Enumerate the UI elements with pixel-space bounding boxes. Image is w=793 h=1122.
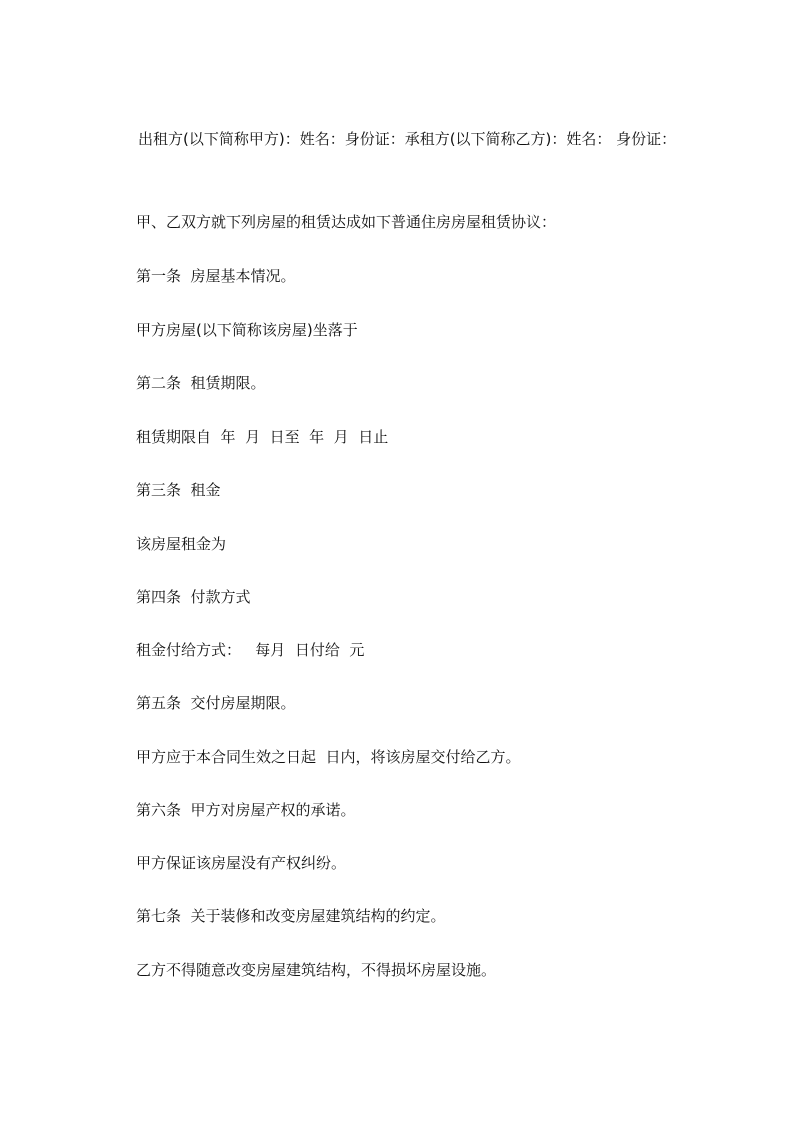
article-1-heading: 第一条 房屋基本情况。 [136, 267, 296, 285]
article-5-text: 甲方应于本合同生效之日起 日内，将该房屋交付给乙方。 [136, 748, 521, 766]
article-7-text: 乙方不得随意改变房屋建筑结构，不得损坏房屋设施。 [136, 961, 497, 979]
article-3-heading: 第三条 租金 [136, 481, 221, 499]
article-7-heading: 第七条 关于装修和改变房屋建筑结构的约定。 [136, 907, 446, 925]
article-5-heading: 第五条 交付房屋期限。 [136, 694, 296, 712]
agreement-intro: 甲、乙双方就下列房屋的租赁达成如下普通住房房屋租赁协议： [136, 213, 557, 231]
article-6-text: 甲方保证该房屋没有产权纠纷。 [136, 854, 347, 872]
article-4-text: 租金付给方式： 每月 日付给 元 [136, 641, 365, 659]
article-2-text: 租赁期限自 年 月 日至 年 月 日止 [136, 428, 389, 446]
article-2-heading: 第二条 租赁期限。 [136, 374, 266, 392]
article-6-heading: 第六条 甲方对房屋产权的承诺。 [136, 801, 356, 819]
article-4-heading: 第四条 付款方式 [136, 588, 251, 606]
article-3-text: 该房屋租金为 [136, 535, 227, 553]
article-1-text: 甲方房屋(以下简称该房屋)坐落于 [136, 321, 358, 339]
parties-paragraph: 出租方(以下简称甲方)：姓名：身份证：承租方(以下简称乙方)：姓名： 身份证： [138, 130, 677, 148]
